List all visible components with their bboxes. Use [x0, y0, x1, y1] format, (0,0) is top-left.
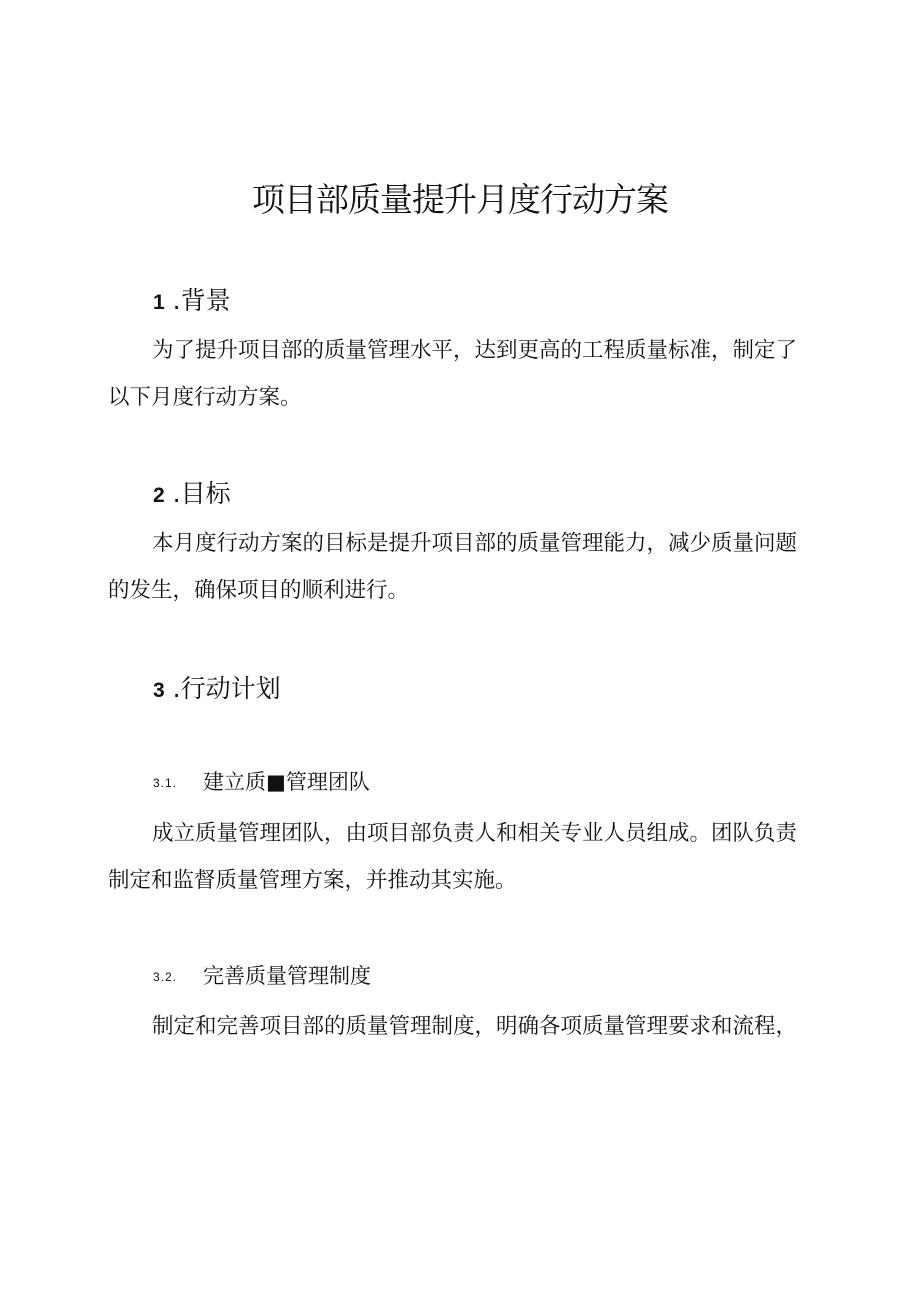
subsection-3-2-title: 完善质量管理制度 [203, 964, 371, 988]
section-2-heading [153, 476, 231, 514]
subsection-3-1-paragraph: 成立质量管理团队，由项目部负责人和相关专业人员组成。团队负责制定和监督质量管理方案，并推动其实施。 [108, 821, 798, 893]
subsection-3-1-number: 3.1. [153, 776, 178, 790]
section-3-title: .行动计划 [172, 674, 281, 703]
section-3-heading [153, 671, 281, 709]
section-1-title: .背景 [172, 286, 231, 315]
subsection-3-2-number: 3.2. [153, 970, 178, 984]
section-1-paragraph: 为了提升项目部的质量管理水平，达到更高的工程质量标准，制定了以下月度行动方案。 [108, 338, 798, 410]
section-3-number: 3 [153, 679, 165, 702]
subsection-3-1-title: 建立质■管理团队 [203, 770, 370, 794]
subsection-3-2-heading [153, 960, 371, 993]
section-2-title: .目标 [172, 479, 231, 508]
section-2-number: 2 [153, 484, 165, 507]
subsection-3-2-paragraph: 制定和完善项目部的质量管理制度，明确各项质量管理要求和流程， [152, 1014, 798, 1039]
document-title: 项目部质量提升月度行动方案 [252, 180, 668, 219]
section-1-heading [153, 283, 231, 321]
subsection-3-1-heading [153, 766, 370, 799]
section-1-number: 1 [153, 291, 165, 314]
section-2-paragraph: 本月度行动方案的目标是提升项目部的质量管理能力，减少质量问题的发生，确保项目的顺利进行。 [108, 531, 798, 603]
